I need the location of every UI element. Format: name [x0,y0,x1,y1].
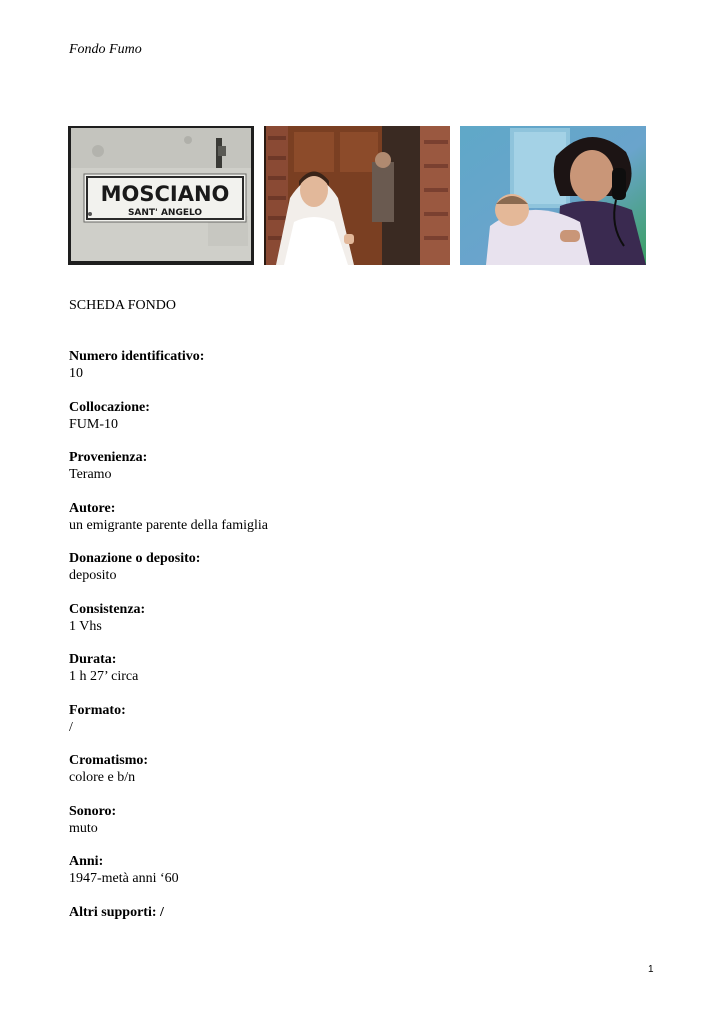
field-cromatismo [69,752,629,803]
town-sign-photo [68,126,254,265]
field-collocazione [69,399,629,450]
field-label: Durata: [69,652,117,667]
woman-with-baby-photo [460,126,646,265]
field-donazione-deposito [69,550,629,601]
field-numero-identificativo [69,348,629,399]
field-label: Anni: [69,854,104,869]
field-value: 10 [69,366,83,381]
field-list [69,348,629,954]
field-label: Cromatismo: [69,753,149,768]
field-value: 1947-metà anni ‘60 [69,871,179,886]
field-value: / [69,719,73,735]
field-altri-supporti [69,904,629,955]
field-durata [69,651,629,702]
field-label: Autore: [69,500,116,516]
field-label: Formato: [69,702,126,718]
field-autore [69,500,629,551]
field-value: muto [69,820,98,836]
field-label: Altri supporti: [69,904,157,920]
document-header-title: Fondo Fumo [69,42,142,57]
field-consistenza [69,601,629,652]
field-label: Consistenza: [69,601,146,617]
field-label: Numero identificativo: [69,349,205,364]
field-label: Provenienza: [69,450,148,465]
field-value: colore e b/n [69,770,136,785]
photo-strip [68,126,646,265]
field-provenienza [69,449,629,500]
field-value: FUM-10 [69,416,119,432]
sign-text-main: MOSCIANO [100,182,230,206]
section-heading: SCHEDA FONDO [69,298,176,313]
field-value: Teramo [69,467,112,482]
communion-girl-photo [264,126,450,265]
field-label: Sonoro: [69,803,117,819]
field-anni [69,853,629,904]
field-formato [69,702,629,753]
field-value: deposito [69,568,117,583]
field-value: un emigrante parente della famiglia [69,517,269,533]
field-value: 1 Vhs [69,618,102,634]
field-value: / [160,904,164,920]
field-value: 1 h 27’ circa [69,669,139,684]
field-label: Donazione o deposito: [69,551,201,566]
sign-text-sub: SANT' ANGELO [127,208,203,218]
page-number: 1 [648,964,654,975]
field-label: Collocazione: [69,399,150,415]
field-sonoro [69,803,629,854]
